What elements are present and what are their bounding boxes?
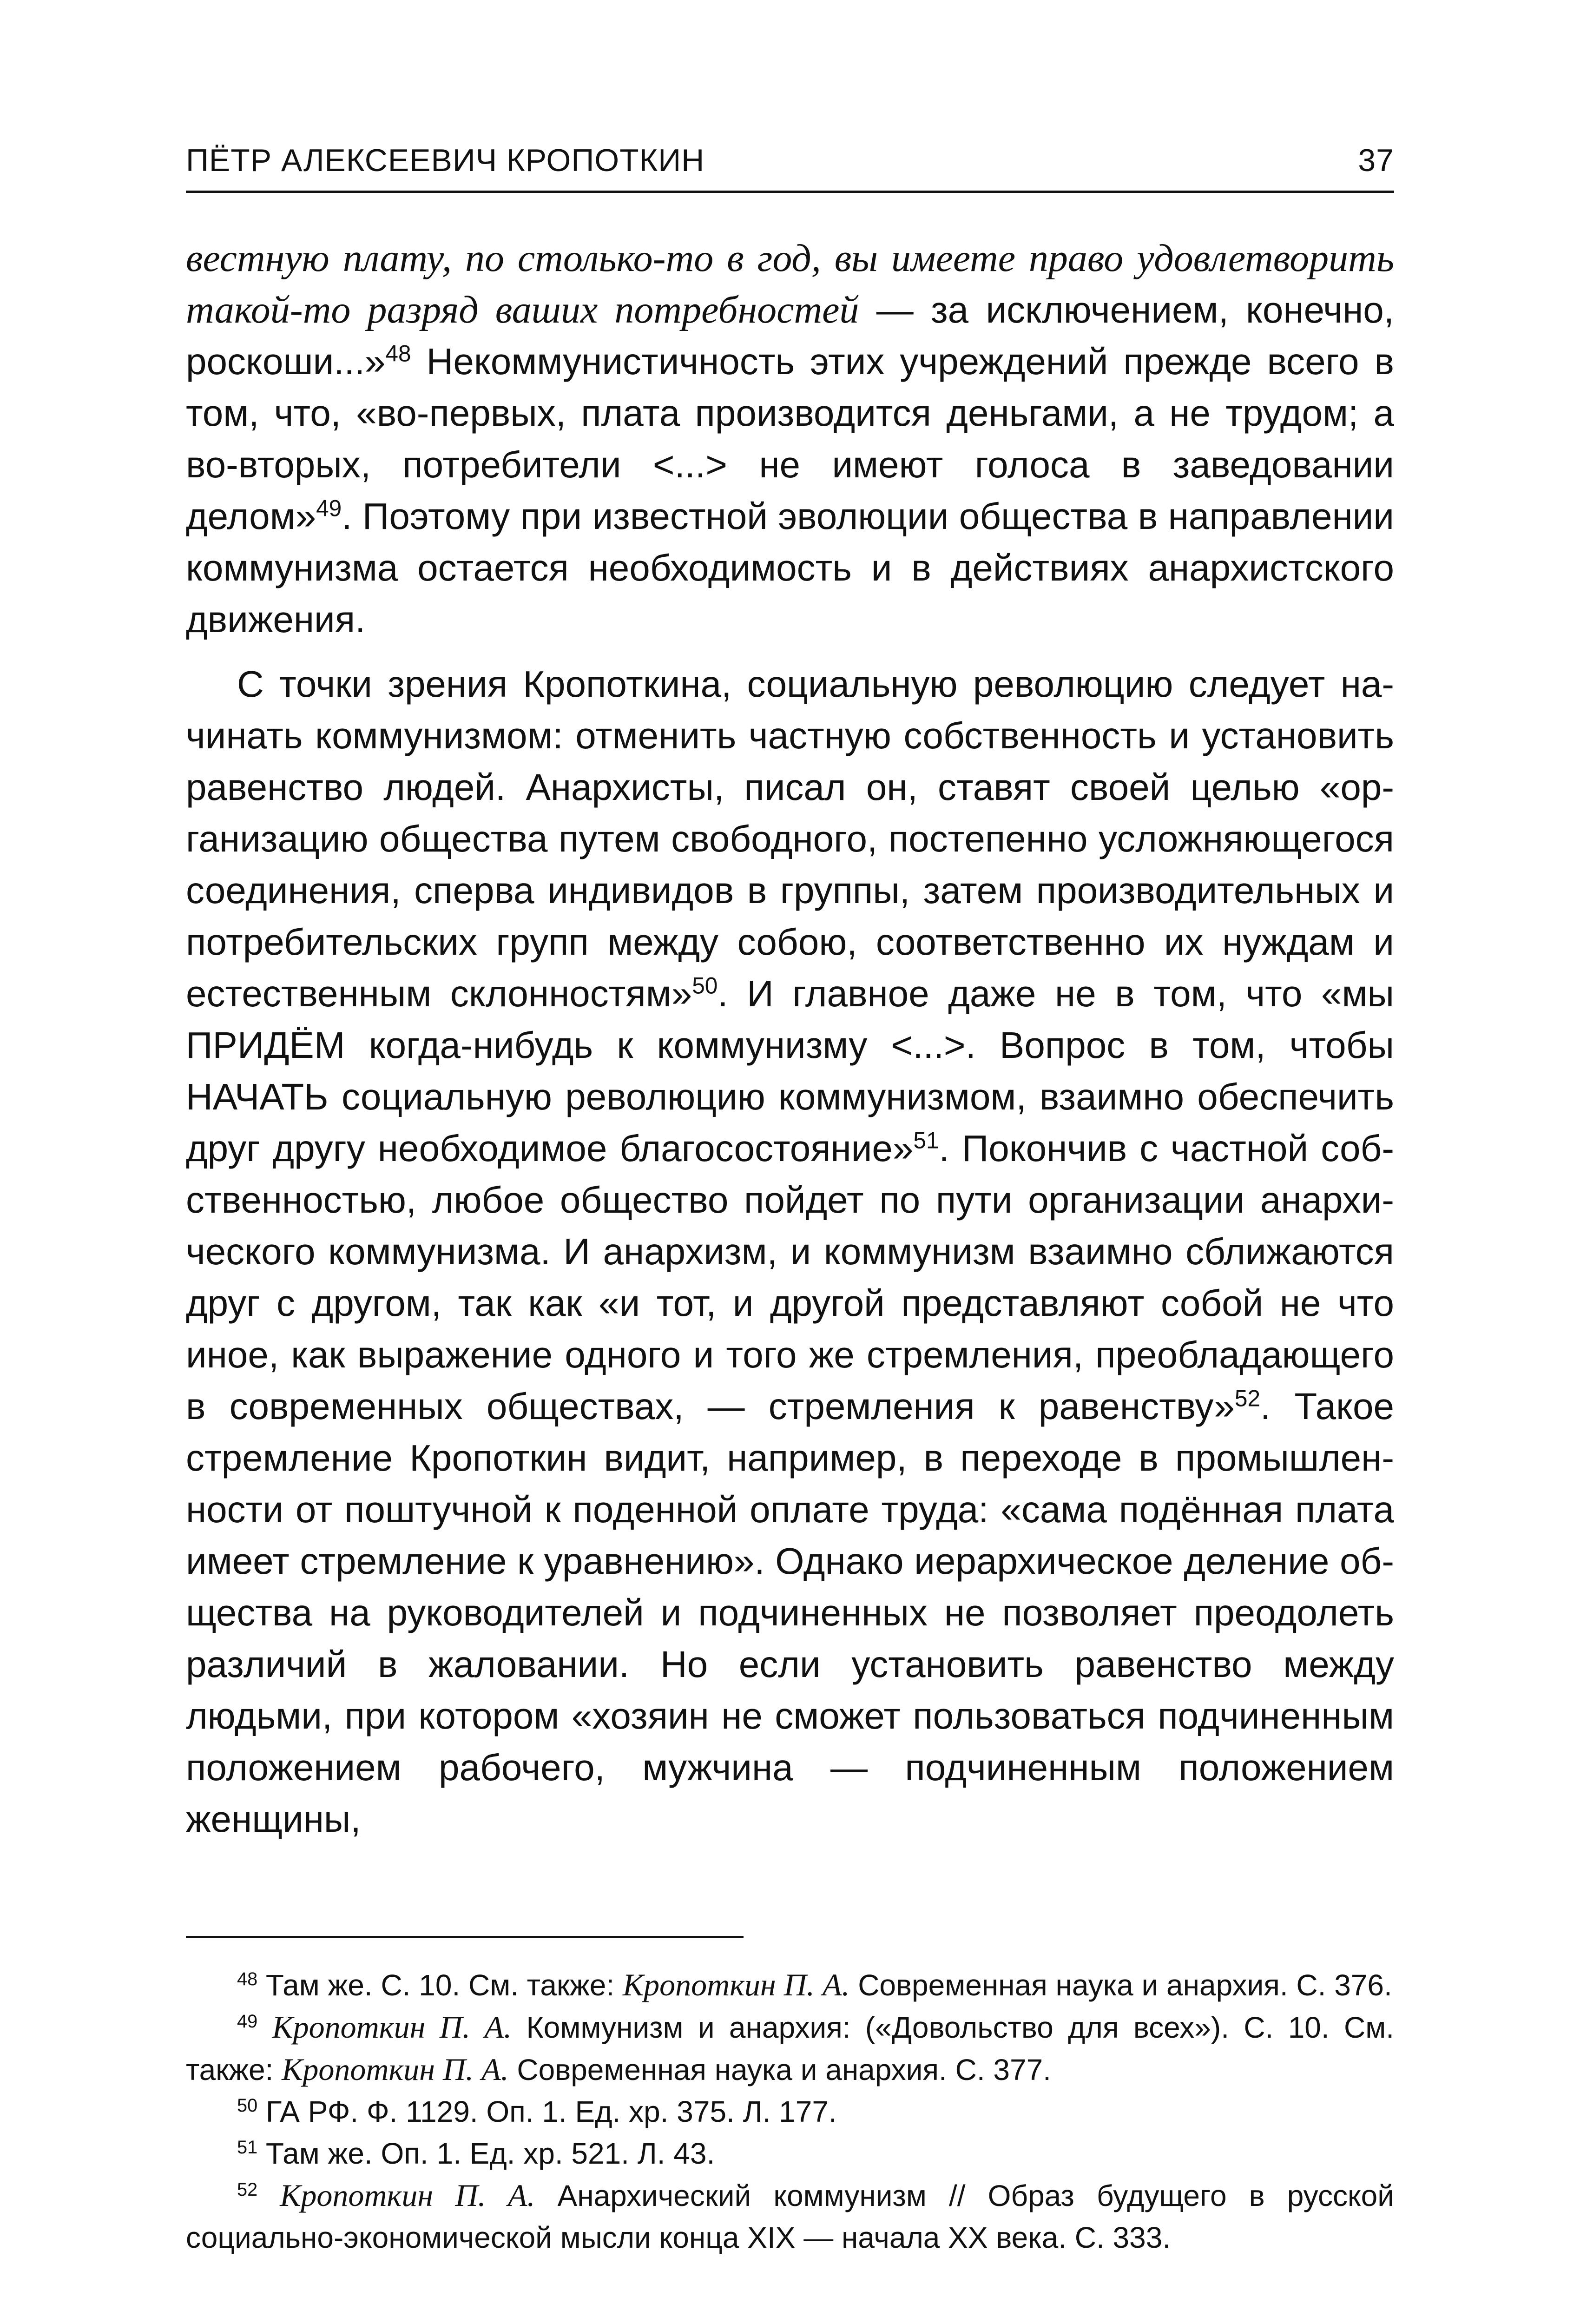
footnotes — [186, 1964, 1394, 2258]
footnote-number: 50 — [237, 2095, 258, 2116]
paragraph-text: . Такое стремление Кропоткин видит, например, в переходе в промышленности от поштучной к поденной оплате труда: «сама подённая плата имеет стремление к уравнению». Однако иерархическое деление общества на руководителей и подчиненных не позволяет преодолеть различий в жаловании. Но если установить равенство между людьми, при котором «хозяин не сможет пользоваться подчиненным положением рабочего, мужчина — подчиненным положением женщины, — [186, 1386, 1394, 1840]
footnote-divider — [186, 1936, 744, 1938]
italic-quote: вестную плату, по столько-то в год, вы имеете право удовлетворить такой-то разряд ваших потребностей — [186, 237, 1394, 331]
footnote-author: Кропоткин П. А. — [282, 2052, 509, 2087]
footnote-text: Современная наука и анархия. С. 376. — [849, 1968, 1392, 2002]
paragraph-text: — за исключением, конечно, роскоши...» — [186, 289, 1395, 382]
footnote-number: 48 — [237, 1969, 258, 1990]
footnote-ref: 48 — [385, 340, 411, 367]
main-text — [186, 232, 1394, 1845]
footnote-ref: 51 — [913, 1127, 939, 1154]
footnote-52 — [186, 2174, 1394, 2258]
paragraph-text: . Покончив с частной собственностью, любое общество пойдет по пути организации анархического коммунизма. И анархизм, и коммунизм взаимно сближаются друг с другом, так как «и тот, и другой представляют собой не что иное, как выражение одного и того же стремления, преобладающего в современных обществах, — стремления к равенству» — [186, 1128, 1394, 1427]
footnote-text: Современная наука и анархия. С. 377. — [508, 2053, 1051, 2086]
footnote-48 — [186, 1964, 1394, 2006]
footnote-49 — [186, 2006, 1394, 2091]
footnote-text: Там же. С. 10. См. также: — [257, 1968, 623, 2002]
book-page — [186, 0, 1394, 2324]
footnote-text: Коммунизм и анархия: («Довольство для всех»). С. 10. См. также: — [186, 2011, 1395, 2086]
footnote-text: Там же. Оп. 1. Ед. хр. 521. Л. 43. — [257, 2137, 715, 2170]
running-head-title: ПЁТР АЛЕКСЕЕВИЧ КРОПОТКИН — [186, 143, 705, 178]
footnote-text — [257, 2179, 280, 2212]
paragraph-text: С точки зрения Кропоткина, социальную революцию следует начинать коммунизмом: отменить частную собственность и установить равенство людей. Анархисты, писал он, ставят своей целью «организацию общества путем свободного, постепенно усложняющегося соединения, сперва индивидов в группы, затем производительных и потребительских групп между собою, соответственно их нуждам и естественным склонностям» — [186, 663, 1394, 1014]
footnote-number: 49 — [237, 2011, 258, 2032]
footnote-text — [257, 2011, 272, 2044]
running-head — [186, 130, 1394, 193]
paragraph-text: . И главное даже не в том, что «мы ПРИДЁМ когда-нибудь к коммунизму <...>. Вопрос в том, чтобы НАЧАТЬ социальную революцию коммунизмом, взаимно обеспечить друг другу необходимое благосостояние» — [186, 973, 1395, 1169]
paragraph-1 — [186, 232, 1394, 645]
footnote-number: 51 — [237, 2137, 258, 2158]
footnote-ref: 52 — [1234, 1385, 1261, 1412]
footnote-ref: 50 — [692, 972, 718, 999]
footnote-author: Кропоткин П. А. — [622, 1967, 850, 2002]
page-number: 37 — [1358, 143, 1394, 178]
footnote-author: Кропоткин П. А. — [272, 2009, 512, 2045]
footnote-number: 52 — [237, 2179, 258, 2200]
footnote-50 — [186, 2091, 1394, 2133]
footnote-text: Анархический коммунизм // Образ будущего в русской социально-экономической мысли конца XIX — начала XX века. С. 333. — [186, 2179, 1394, 2254]
footnote-text: ГА РФ. Ф. 1129. Оп. 1. Ед. хр. 375. Л. 177. — [257, 2095, 837, 2128]
footnote-51 — [186, 2133, 1394, 2174]
paragraph-text: Некоммунистичность этих учреждений прежде всего в том, что, «во-первых, плата производится деньгами, а не трудом; а во-вторых, потребители <...> не имеют голоса в заведовании делом» — [186, 341, 1394, 537]
footnote-author: Кропоткин П. А. — [280, 2178, 535, 2213]
footnote-ref: 49 — [316, 495, 342, 522]
paragraph-text: . Поэтому при известной эволюции общества в направлении коммунизма остается необходимость и в действиях анархистского движения. — [186, 495, 1394, 640]
paragraph-2 — [186, 658, 1394, 1845]
